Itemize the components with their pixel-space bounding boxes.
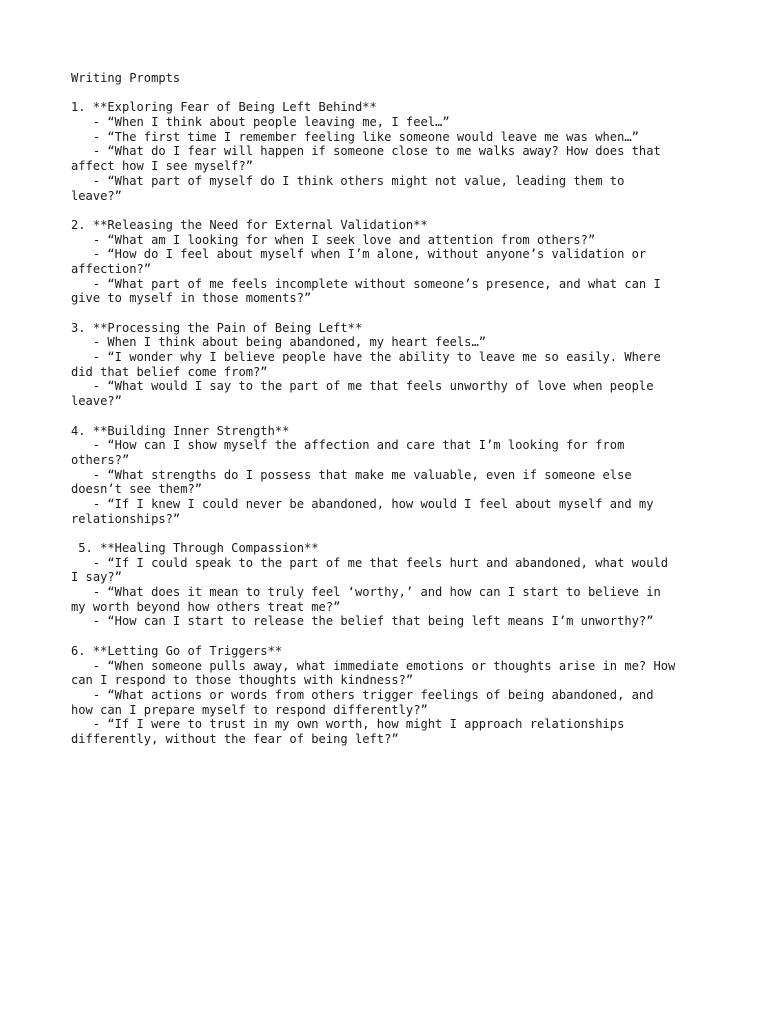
spacer	[71, 203, 711, 218]
spacer	[71, 306, 711, 321]
prompt-line: - “What strengths do I possess that make me valuable, even if someone else	[71, 467, 632, 482]
section-heading: 6. **Letting Go of Triggers**	[71, 643, 283, 658]
prompt-line: - When I think about being abandoned, my heart feels…”	[71, 335, 487, 350]
prompt-line: - “If I knew I could never be abandoned, how would I feel about myself and my	[71, 496, 654, 511]
spacer	[71, 526, 711, 541]
prompt-line: - “If I were to trust in my own worth, how might I approach relationships	[71, 717, 625, 732]
spacer	[71, 629, 711, 644]
prompt-line: how can I prepare myself to respond differently?”	[71, 702, 428, 717]
prompt-line: - “When someone pulls away, what immediate emotions or thoughts arise in me? How	[71, 658, 676, 673]
prompt-line: - “What does it mean to truly feel ‘worthy,’ and how can I start to believe in	[71, 585, 661, 600]
prompt-line: - “How do I feel about myself when I’m alone, without anyone’s validation or	[71, 247, 647, 262]
prompt-line: give to myself in those moments?”	[71, 291, 312, 306]
prompt-section-1	[71, 100, 711, 203]
prompt-line: - “How can I start to release the belief that being left means I’m unworthy?”	[71, 614, 654, 629]
document-page	[71, 71, 711, 747]
prompt-line: affect how I see myself?”	[71, 159, 254, 174]
prompt-line: others?”	[71, 452, 130, 467]
prompt-line: - “What would I say to the part of me that feels unworthy of love when people	[71, 379, 654, 394]
prompt-line: doesn’t see them?”	[71, 482, 203, 497]
prompt-section-6	[71, 644, 711, 747]
prompt-line: - “What part of myself do I think others might not value, leading them to	[71, 173, 625, 188]
prompt-line: my worth beyond how others treat me?”	[71, 599, 341, 614]
prompt-line: - “What actions or words from others trigger feelings of being abandoned, and	[71, 687, 654, 702]
prompt-line: did that belief come from?”	[71, 364, 268, 379]
document-title: Writing Prompts	[71, 71, 181, 85]
prompt-line: - “The first time I remember feeling like someone would leave me was when…”	[71, 129, 639, 144]
spacer	[71, 409, 711, 424]
prompt-section-2	[71, 218, 711, 306]
section-heading: 4. **Building Inner Strength**	[71, 423, 290, 438]
prompt-line: I say?”	[71, 570, 122, 585]
prompt-line: differently, without the fear of being left?”	[71, 731, 399, 746]
prompt-line: - “How can I show myself the affection and care that I’m looking for from	[71, 438, 625, 453]
section-heading: 5. **Healing Through Compassion**	[71, 541, 319, 555]
prompt-line: leave?”	[71, 394, 122, 409]
section-heading: 2. **Releasing the Need for External Validation**	[71, 217, 428, 232]
prompt-section-4	[71, 424, 711, 527]
prompt-line: leave?”	[71, 188, 122, 203]
prompt-section-5	[71, 541, 711, 629]
section-heading: 3. **Processing the Pain of Being Left**	[71, 320, 363, 335]
prompt-line: - “What am I looking for when I seek love and attention from others?”	[71, 232, 596, 247]
section-heading: 1. **Exploring Fear of Being Left Behind**	[71, 100, 377, 115]
prompt-section-3	[71, 321, 711, 409]
prompt-line: - “When I think about people leaving me, I feel…”	[71, 115, 450, 130]
prompt-line: - “If I could speak to the part of me that feels hurt and abandoned, what would	[71, 555, 669, 570]
prompt-line: - “What part of me feels incomplete without someone’s presence, and what can I	[71, 276, 661, 291]
prompt-line: - “What do I fear will happen if someone close to me walks away? How does that	[71, 144, 661, 159]
prompt-line: affection?”	[71, 261, 152, 276]
prompt-line: - “I wonder why I believe people have the ability to leave me so easily. Where	[71, 350, 661, 365]
prompt-line: can I respond to those thoughts with kindness?”	[71, 673, 414, 688]
prompt-line: relationships?”	[71, 511, 181, 526]
spacer	[71, 86, 711, 101]
